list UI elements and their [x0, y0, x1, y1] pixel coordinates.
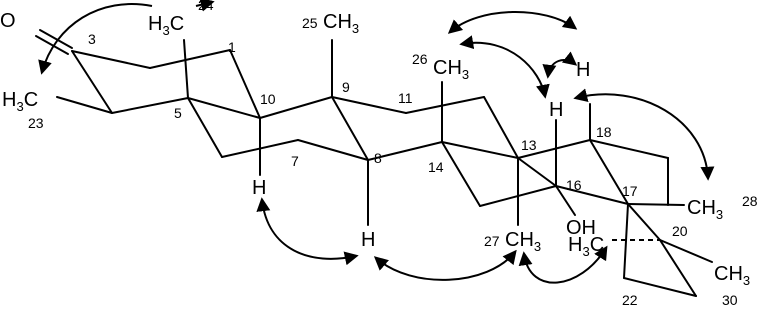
h8-label: H: [361, 229, 376, 251]
atom-labels: [0, 10, 750, 288]
locant-28: 28: [742, 193, 758, 209]
arrow-h-h: [548, 60, 575, 76]
arrow-24-23: [42, 4, 152, 72]
locant-1: 1: [228, 39, 236, 55]
h18-label: H: [576, 59, 591, 81]
locant-3: 3: [88, 31, 96, 47]
locant-9: 9: [342, 79, 350, 95]
locant-18: 18: [596, 124, 612, 140]
locant-5: 5: [174, 105, 182, 121]
oxo-label: O: [0, 10, 16, 32]
methyl-26-label: $CH_3$: [433, 57, 470, 82]
locant-8: 8: [374, 150, 382, 166]
locant-26: 26: [412, 51, 428, 67]
methyl-25-label: $CH_3$: [323, 11, 360, 36]
locant-7: 7: [291, 153, 299, 169]
h5-label: H: [252, 177, 267, 199]
arrow-26-h16: [462, 43, 545, 96]
arrow-h5-h8: [262, 200, 356, 259]
locant-25: 25: [302, 15, 318, 31]
locant-11: 11: [398, 90, 413, 106]
locant-10: 10: [260, 91, 276, 107]
methyl-30-label: $CH_3$: [714, 263, 751, 288]
locant-22: 22: [622, 292, 638, 308]
locant-14: 14: [428, 159, 444, 175]
locant-17: 17: [622, 183, 638, 199]
locant-13: 13: [521, 137, 537, 153]
arrow-h8-27: [376, 252, 515, 280]
methyl-29-label: $H_3C$: [568, 234, 605, 259]
hydroxyl-label: OH: [566, 217, 596, 239]
locant-23: 23: [28, 115, 44, 131]
locant-16: 16: [566, 177, 582, 193]
locant-20: 20: [672, 223, 688, 239]
arrow-26-h18: [450, 12, 575, 32]
methyl-27-label: $CH_3$: [505, 229, 542, 254]
h16-label: H: [549, 99, 564, 121]
methyl-23-label: $H_3C$: [2, 89, 39, 114]
methyl-28-label: $CH_3$: [687, 197, 724, 222]
locant-27: 27: [484, 233, 500, 249]
locant-30: 30: [722, 292, 738, 308]
locant-24: 24: [198, 0, 214, 13]
methyl-24-label: $H_3C$: [148, 13, 185, 38]
